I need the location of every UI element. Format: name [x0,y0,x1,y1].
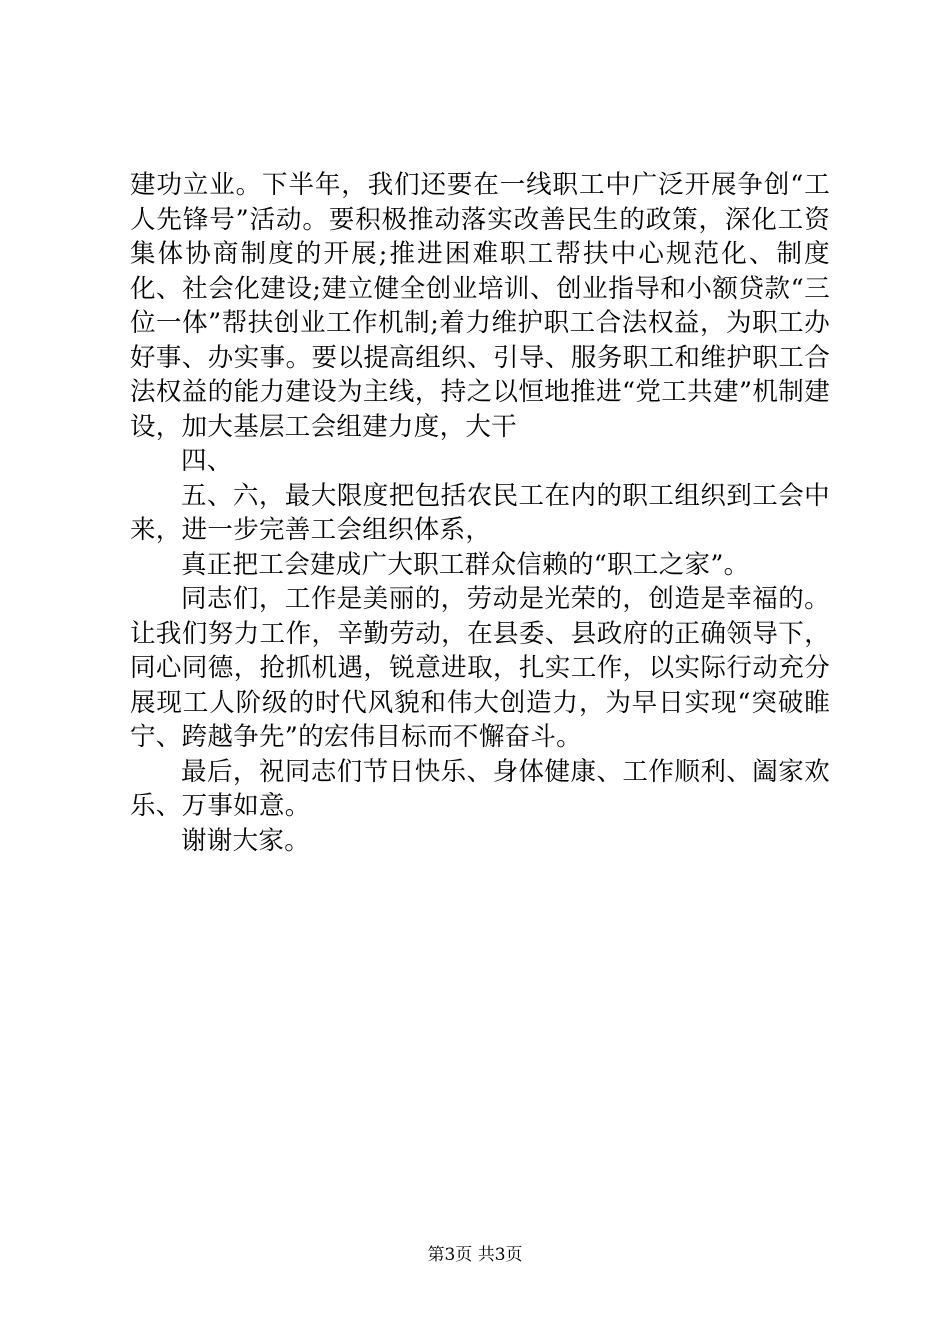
paragraph-5: 同志们，工作是美丽的，劳动是光荣的，创造是幸福的。让我们努力工作，辛勤劳动，在县委、县政府的正确领导下，同心同德，抢抓机遇，锐意进取，扎实工作，以实际行动充分展现工人阶级的时代风貌和伟大创造力，为早日实现“突破睢宁、跨越争先”的宏伟目标而不懈奋斗。 [130,584,830,752]
document-body [130,168,830,858]
paragraph-2: 四、 [181,446,233,476]
paragraph-1: 建功立业。下半年，我们还要在一线职工中广泛开展争创“工人先锋号”活动。要积极推动落实改善民生的政策，深化工资集体协商制度的开展;推进困难职工帮扶中心规范化、制度化、社会化建设;建立健全创业培训、创业指导和小额贷款“三位一体”帮扶创业工作机制;着力维护职工合法权益，为职工办好事、办实事。要以提高组织、引导、服务职工和维护职工合法权益的能力建设为主线，持之以恒地推进“党工共建”机制建设，加大基层工会组建力度，大干 [130,170,830,442]
paragraph-4: 真正把工会建成广大职工群众信赖的“职工之家”。 [181,549,750,580]
paragraph-6: 最后，祝同志们节日快乐、身体健康、工作顺利、阖家欢乐、万事如意。 [130,756,830,821]
paragraph-3: 五、六，最大限度把包括农民工在内的职工组织到工会中来，进一步完善工会组织体系， [130,480,830,545]
paragraph-7: 谢谢大家。 [181,825,311,856]
page-footer [0,1244,950,1266]
page-number-label: 第3页 共3页 [427,1245,523,1265]
